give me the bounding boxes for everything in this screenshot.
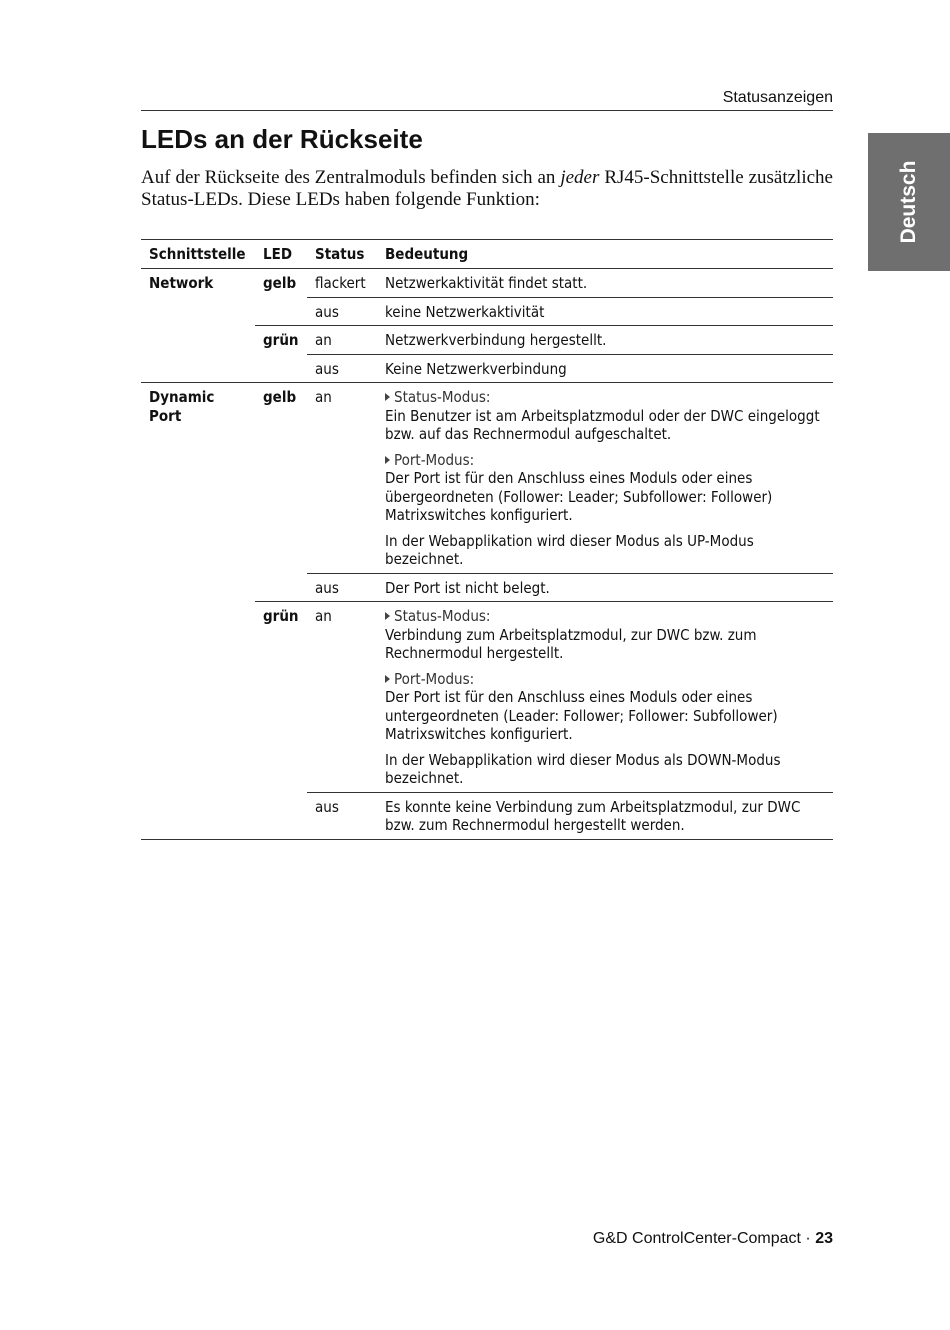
status-mode-text: Status-Modus:: [394, 388, 491, 406]
interface-network: Network: [149, 274, 214, 292]
running-header: Statusanzeigen: [722, 89, 833, 106]
intro-text-after: RJ45-Schnittstelle zusätzliche Status-LEDs. Diese LEDs haben folgende Funktion:: [141, 167, 833, 210]
meaning-cell: [377, 383, 833, 574]
port-mode-text: Port-Modus:: [394, 669, 475, 688]
meaning-cell: Netzwerkaktivität findet statt.: [385, 274, 588, 292]
status-cell: aus: [307, 297, 377, 326]
triangle-bullet-icon: [385, 393, 390, 401]
status-mode-description: Verbindung zum Arbeitsplatzmodul, zur DWC bzw. zum Rechnermodul hergestellt.: [385, 625, 757, 662]
port-mode-description: Der Port ist für den Anschluss eines Moduls oder eines untergeordneten (Leader: Follower; Follower: Subfollower) Matrixswitches konfiguriert.: [385, 688, 778, 743]
interface-dynamic-port: Dynamic Port: [141, 383, 255, 840]
language-tab-label: Deutsch: [897, 160, 920, 244]
header-led: LED: [255, 240, 307, 269]
header-rule: [141, 110, 833, 111]
page-title: LEDs an der Rückseite: [141, 124, 423, 154]
led-dynamic-gelb: gelb: [255, 383, 307, 602]
led-network-gruen: grün: [255, 326, 307, 383]
status-mode-label: [385, 607, 825, 626]
page-footer: [141, 1229, 833, 1249]
led-status-table: [141, 239, 833, 840]
triangle-bullet-icon: [385, 456, 390, 464]
port-mode-label: [385, 670, 825, 689]
meaning-cell: Der Port ist nicht belegt.: [377, 573, 833, 602]
status-mode-label: [385, 388, 825, 407]
footer-product: G&D ControlCenter-Compact ·: [592, 1230, 816, 1247]
led-dynamic-gruen: grün: [255, 602, 307, 840]
header-status: Status: [307, 240, 377, 269]
led-network-gelb: gelb: [263, 274, 297, 292]
intro-paragraph: [141, 167, 833, 211]
meaning-cell: keine Netzwerkaktivität: [377, 297, 833, 326]
status-cell: an: [307, 602, 377, 793]
status-mode-text: Status-Modus:: [394, 607, 491, 625]
header-bedeutung: Bedeutung: [377, 240, 833, 269]
table-header-row: [141, 240, 833, 269]
status-cell: aus: [307, 573, 377, 602]
status-cell: flackert: [315, 274, 366, 292]
webapp-note: In der Webapplikation wird dieser Modus als UP-Modus bezeichnet.: [385, 531, 754, 568]
meaning-cell: [377, 602, 833, 793]
meaning-cell: Keine Netzwerkverbindung: [377, 354, 833, 383]
webapp-note: In der Webapplikation wird dieser Modus als DOWN-Modus bezeichnet.: [385, 750, 781, 787]
intro-emphasis: jeder: [560, 167, 600, 188]
port-mode-label: [385, 451, 825, 470]
port-mode-description: Der Port ist für den Anschluss eines Moduls oder eines übergeordneten (Follower: Leader; Subfollower: Follower) Matrixswitches konfiguriert.: [385, 469, 773, 524]
meaning-cell: Netzwerkverbindung hergestellt.: [377, 326, 833, 355]
triangle-bullet-icon: [385, 675, 390, 683]
header-schnittstelle: Schnittstelle: [141, 240, 255, 269]
status-cell: aus: [307, 354, 377, 383]
status-cell: aus: [307, 792, 377, 839]
port-mode-text: Port-Modus:: [394, 450, 475, 469]
status-cell: an: [307, 383, 377, 574]
meaning-cell: Es konnte keine Verbindung zum Arbeitsplatzmodul, zur DWC bzw. zum Rechnermodul hergestellt werden.: [377, 792, 833, 839]
intro-text-before: Auf der Rückseite des Zentralmoduls befinden sich an: [141, 167, 561, 188]
table-row: [141, 383, 833, 574]
status-cell: an: [307, 326, 377, 355]
triangle-bullet-icon: [385, 612, 390, 620]
page-number: 23: [815, 1230, 833, 1247]
table-row: [141, 269, 833, 298]
language-tab: [868, 133, 950, 271]
status-mode-description: Ein Benutzer ist am Arbeitsplatzmodul oder der DWC eingeloggt bzw. auf das Rechnermodul aufgeschaltet.: [385, 406, 820, 443]
